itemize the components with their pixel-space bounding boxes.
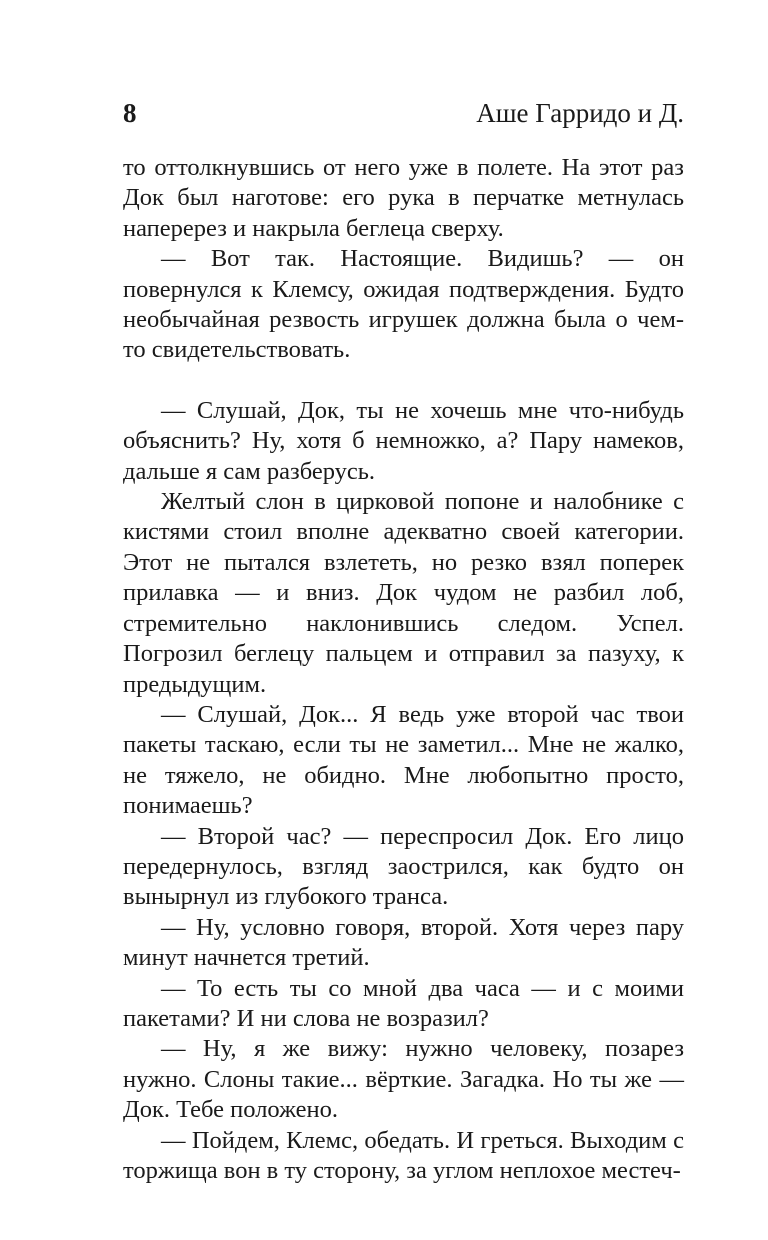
page-header	[123, 95, 684, 131]
paragraph: — Вот так. Настоящие. Видишь? — он повернулся к Клемсу, ожидая подтверждения. Будто необычайная резвость игрушек должна была о чем-то свидетельствовать.	[123, 245, 684, 364]
paragraph: — Пойдем, Клемс, обедать. И греться. Выходим с торжища вон в ту сторону, за углом неплохое местеч-	[123, 1126, 684, 1184]
paragraph: — Второй час? — переспросил Док. Его лицо передернулось, взгляд заострился, как будто он вынырнул из глубокого транса.	[123, 822, 684, 911]
paragraph: Желтый слон в цирковой попоне и налобнике с кистями стоил вполне адекватно своей категории. Этот не пытался взлететь, но резко взял поперек прилавка — и вниз. Док чудом не разбил лоб, стремительно наклонившись следом. Успел. Погрозил беглецу пальцем и отправил за пазуху, к предыдущим.	[123, 488, 684, 698]
paragraph: то оттолкнувшись от него уже в полете. На этот раз Док был наготове: его рука в перчатке метнулась наперерез и накрыла беглеца сверху.	[123, 154, 684, 242]
running-head: Аше Гарридо и Д.	[476, 98, 684, 128]
paragraph: — Слушай, Док... Я ведь уже второй час твои пакеты таскаю, если ты не заметил... Мне не жалко, не тяжело, не обидно. Мне любопытно просто, понимаешь?	[123, 700, 684, 820]
page-number: 8	[123, 98, 137, 128]
paragraph: — Ну, я же вижу: нужно человеку, позарез нужно. Слоны такие... вёрткие. Загадка. Но ты же — Док. Тебе положено.	[123, 1035, 684, 1124]
paragraph: — Слушай, Док, ты не хочешь мне что-нибудь объяснить? Ну, хотя б немножко, а? Пару намеков, дальше я сам разберусь.	[123, 396, 684, 485]
body-text	[123, 153, 684, 1186]
paragraph: — То есть ты со мной два часа — и с моими пакетами? И ни слова не возразил?	[123, 974, 684, 1032]
paragraph: — Ну, условно говоря, второй. Хотя через пару минут начнется третий.	[123, 913, 684, 972]
